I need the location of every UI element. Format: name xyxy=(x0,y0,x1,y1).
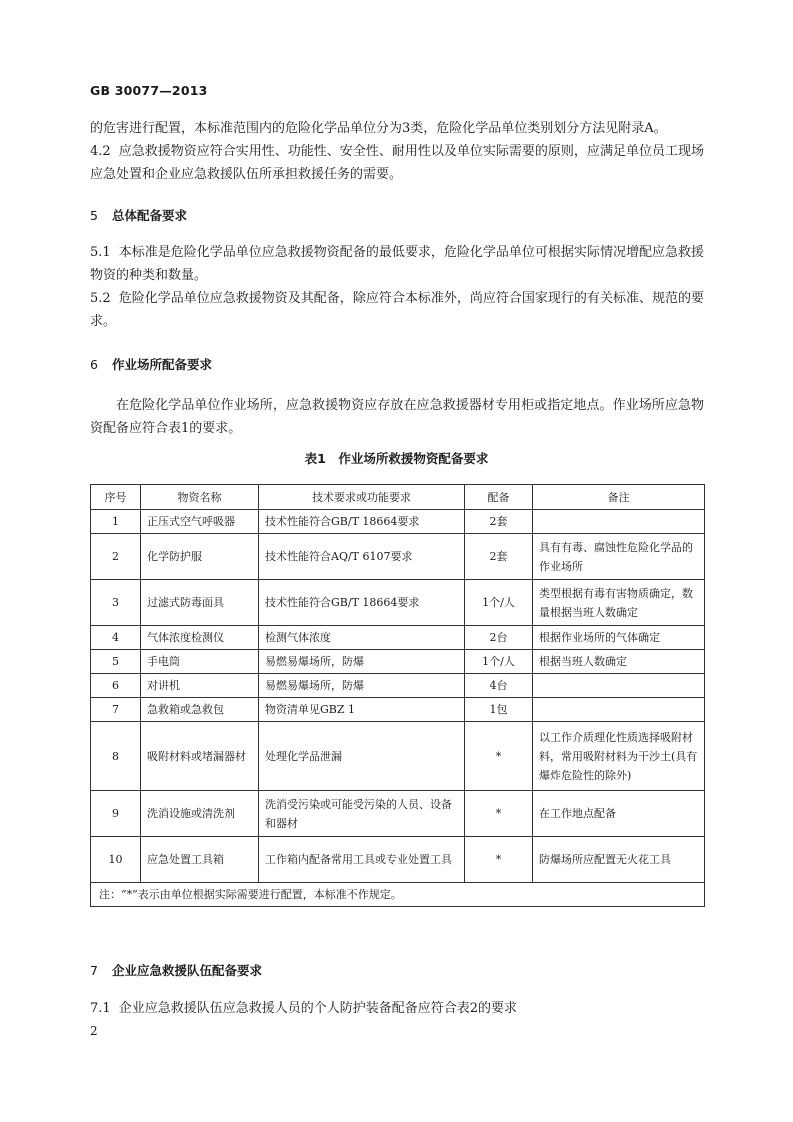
cell-requirement: 易燃易爆场所，防爆 xyxy=(259,674,465,698)
clause-5-1 xyxy=(90,241,704,287)
cell-quantity: 2套 xyxy=(465,510,533,534)
section-title: 总体配备要求 xyxy=(112,208,188,223)
cell-quantity: 2台 xyxy=(465,626,533,650)
cell-quantity: 1包 xyxy=(465,698,533,722)
cell-item: 应急处置工具箱 xyxy=(141,837,259,883)
cell-item: 洗消设施或清洗剂 xyxy=(141,791,259,837)
cell-quantity: * xyxy=(465,791,533,837)
table-1 xyxy=(90,484,705,907)
table-row xyxy=(91,722,705,791)
col-header-remark: 备注 xyxy=(533,485,705,510)
clause-text: 企业应急救援队伍应急救援人员的个人防护装备配备应符合表2的要求 xyxy=(118,1001,517,1016)
cell-remark: 具有有毒、腐蚀性危险化学品的作业场所 xyxy=(533,534,705,580)
cell-index: 1 xyxy=(91,510,141,534)
cell-requirement: 技术性能符合GB/T 18664要求 xyxy=(259,510,465,534)
clause-number: 5.2 xyxy=(90,291,111,306)
clause-number: 7.1 xyxy=(90,1001,111,1016)
cell-remark: 根据当班人数确定 xyxy=(533,650,705,674)
cell-index: 2 xyxy=(91,534,141,580)
cell-requirement: 洗消受污染或可能受污染的人员、设备和器材 xyxy=(259,791,465,837)
clause-number: 5.1 xyxy=(90,245,111,260)
cell-quantity: 4台 xyxy=(465,674,533,698)
col-header-index: 序号 xyxy=(91,485,141,510)
section-title: 企业应急救援队伍配备要求 xyxy=(112,963,263,978)
section-title: 作业场所配备要求 xyxy=(112,357,213,372)
clause-text: 本标准是危险化学品单位应急救援物资配备的最低要求，危险化学品单位可根据实际情况增配应急救援物资的种类和数量。 xyxy=(90,245,704,283)
clause-4-2 xyxy=(90,140,704,186)
cell-remark: 根据作业场所的气体确定 xyxy=(533,626,705,650)
cell-quantity: * xyxy=(465,837,533,883)
section-6-heading xyxy=(90,355,212,373)
table-row xyxy=(91,650,705,674)
cell-requirement: 处理化学品泄漏 xyxy=(259,722,465,791)
table-row xyxy=(91,791,705,837)
cell-remark: 类型根据有毒有害物质确定，数量根据当班人数确定 xyxy=(533,580,705,626)
cell-item: 正压式空气呼吸器 xyxy=(141,510,259,534)
paragraph-continuation: 的危害进行配置，本标准范围内的危险化学品单位分为3类，危险化学品单位类别划分方法见附录A。 xyxy=(90,121,667,136)
col-header-requirement: 技术要求或功能要求 xyxy=(259,485,465,510)
page-number: 2 xyxy=(90,1024,98,1038)
cell-remark xyxy=(533,698,705,722)
table-header-row xyxy=(91,485,705,510)
clause-number: 4.2 xyxy=(90,144,111,159)
cell-index: 10 xyxy=(91,837,141,883)
cell-remark: 在工作地点配备 xyxy=(533,791,705,837)
clause-text: 应急救援物资应符合实用性、功能性、安全性、耐用性以及单位实际需要的原则，应满足单位员工现场应急处置和企业应急救援队伍所承担救援任务的需要。 xyxy=(90,144,704,182)
cell-index: 6 xyxy=(91,674,141,698)
section-number: 7 xyxy=(90,963,98,978)
cell-index: 9 xyxy=(91,791,141,837)
section-number: 6 xyxy=(90,357,98,372)
cell-index: 4 xyxy=(91,626,141,650)
cell-requirement: 易燃易爆场所，防爆 xyxy=(259,650,465,674)
table-row xyxy=(91,626,705,650)
cell-quantity: * xyxy=(465,722,533,791)
cell-item: 吸附材料或堵漏器材 xyxy=(141,722,259,791)
cell-item: 气体浓度检测仪 xyxy=(141,626,259,650)
cell-requirement: 技术性能符合AQ/T 6107要求 xyxy=(259,534,465,580)
clause-7-1 xyxy=(90,997,704,1020)
col-header-item: 物资名称 xyxy=(141,485,259,510)
table-row xyxy=(91,510,705,534)
section-number: 5 xyxy=(90,208,98,223)
table-row xyxy=(91,580,705,626)
cell-item: 急救箱或急救包 xyxy=(141,698,259,722)
cell-index: 7 xyxy=(91,698,141,722)
clause-5-2 xyxy=(90,287,704,333)
cell-item: 对讲机 xyxy=(141,674,259,698)
cell-quantity: 2套 xyxy=(465,534,533,580)
cell-remark: 防爆场所应配置无火花工具 xyxy=(533,837,705,883)
cell-quantity: 1个/人 xyxy=(465,580,533,626)
cell-item: 化学防护服 xyxy=(141,534,259,580)
clause-text: 危险化学品单位应急救援物资及其配备，除应符合本标准外，尚应符合国家现行的有关标准、规范的要求。 xyxy=(90,291,704,329)
col-header-quantity: 配备 xyxy=(465,485,533,510)
cell-remark xyxy=(533,510,705,534)
cell-index: 5 xyxy=(91,650,141,674)
standard-code-header: GB 30077—2013 xyxy=(90,83,208,98)
cell-requirement: 物资清单见GBZ 1 xyxy=(259,698,465,722)
cell-requirement: 检测气体浓度 xyxy=(259,626,465,650)
table-row xyxy=(91,674,705,698)
table-row xyxy=(91,534,705,580)
cell-requirement: 技术性能符合GB/T 18664要求 xyxy=(259,580,465,626)
cell-item: 过滤式防毒面具 xyxy=(141,580,259,626)
table-row xyxy=(91,698,705,722)
cell-remark: 以工作介质理化性质选择吸附材料，常用吸附材料为干沙土(具有爆炸危险性的除外) xyxy=(533,722,705,791)
section-7-heading xyxy=(90,961,262,979)
section-5-heading xyxy=(90,206,187,224)
cell-index: 8 xyxy=(91,722,141,791)
section-6-paragraph: 在危险化学品单位作业场所，应急救援物资应存放在应急救援器材专用柜或指定地点。作业场所应急物资配备应符合表1的要求。 xyxy=(90,398,704,436)
cell-index: 3 xyxy=(91,580,141,626)
cell-requirement: 工作箱内配备常用工具或专业处置工具 xyxy=(259,837,465,883)
table-row xyxy=(91,837,705,883)
table-note: 注：“*”表示由单位根据实际需要进行配置，本标准不作规定。 xyxy=(91,883,705,907)
cell-item: 手电筒 xyxy=(141,650,259,674)
table-note-row xyxy=(91,883,705,907)
table-1-caption: 表1 作业场所救援物资配备要求 xyxy=(304,451,489,466)
cell-remark xyxy=(533,674,705,698)
cell-quantity: 1个/人 xyxy=(465,650,533,674)
